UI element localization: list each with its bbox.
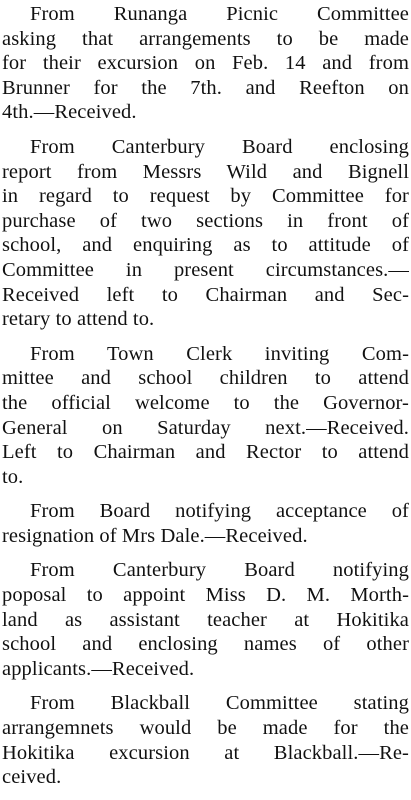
text-line: purchase of two sections in front of	[2, 209, 409, 232]
paragraph-blackball-committee	[2, 691, 409, 789]
text-line: Brunner for the 7th. and Reefton on	[2, 76, 409, 99]
paragraph-runanga-picnic	[2, 2, 409, 125]
text-line: From Canterbury Board notifying	[30, 559, 409, 582]
text-line: asking that arrangements to be made	[2, 27, 409, 50]
text-line: From Blackball Committee stating	[30, 692, 409, 715]
text-line: poposal to appoint Miss D. M. Morth-	[2, 584, 409, 607]
text-line: resignation of Mrs Dale.—Received.	[2, 524, 308, 547]
text-line: From Runanga Picnic Committee	[30, 3, 409, 25]
text-line: mittee and school children to attend	[2, 367, 409, 390]
newspaper-column	[2, 2, 409, 800]
text-line: for their excursion on Feb. 14 and from	[2, 52, 409, 75]
text-line: General on Saturday next.—Received.	[2, 416, 409, 439]
text-line: arrangemnets would be made for the	[2, 717, 409, 740]
text-line: From Town Clerk inviting Com-	[30, 342, 409, 365]
text-line: school, and enquiring as to attitude of	[2, 234, 409, 257]
paragraph-canterbury-board-sections	[2, 135, 409, 332]
text-line: Committee in present circumstances.—	[2, 258, 409, 281]
paragraph-town-clerk	[2, 342, 409, 490]
text-line: Received left to Chairman and Sec-	[2, 283, 409, 306]
text-line: retary to attend to.	[2, 308, 155, 331]
text-line: 4th.—Received.	[2, 101, 137, 124]
text-line: to.	[2, 465, 24, 488]
text-line: in regard to request by Committee for	[2, 185, 409, 208]
text-line: school and enclosing names of other	[2, 633, 409, 656]
text-line: From Board notifying acceptance of	[30, 500, 409, 523]
text-line: the official welcome to the Governor-	[2, 391, 409, 414]
paragraph-board-resignation	[2, 499, 409, 548]
paragraph-canterbury-board-teacher	[2, 558, 409, 681]
text-line: From Canterbury Board enclosing	[30, 135, 409, 158]
text-line: Left to Chairman and Rector to attend	[2, 441, 409, 464]
text-line: report from Messrs Wild and Bignell	[2, 160, 409, 183]
text-line: land as assistant teacher at Hokitika	[2, 608, 409, 631]
text-line: Hokitika excursion at Blackball.—Re-	[2, 741, 409, 764]
text-line: ceived.	[2, 766, 62, 789]
text-line: applicants.—Received.	[2, 657, 195, 680]
